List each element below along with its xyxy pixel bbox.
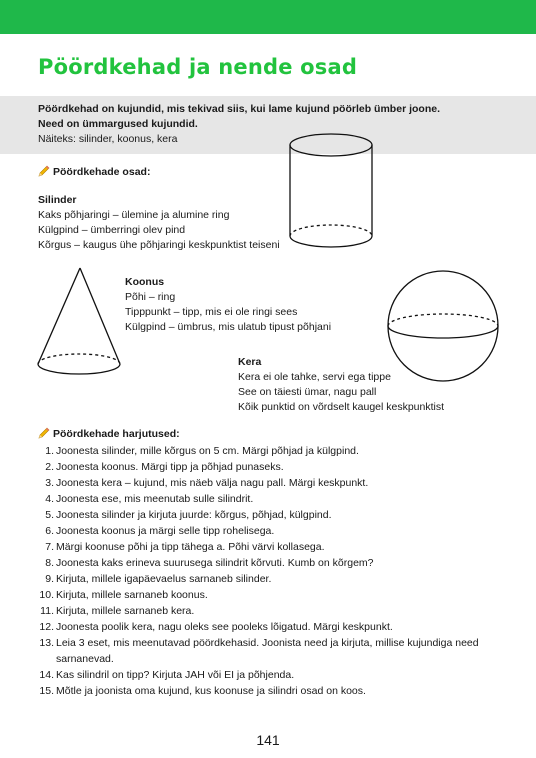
intro-box	[0, 96, 536, 154]
exercise-number: 7.	[45, 541, 54, 553]
exercise-item	[38, 667, 488, 683]
exercise-text: Märgi koonuse põhi ja tipp tähega a. Põhi värvi kollasega.	[56, 541, 325, 553]
exercise-list	[38, 443, 488, 699]
intro-line-3: Näiteks: silinder, koonus, kera	[38, 133, 178, 145]
exercise-item	[38, 459, 488, 475]
exercise-item	[38, 443, 488, 459]
pencil-icon	[38, 165, 50, 177]
sphere-drawing	[387, 270, 501, 384]
intro-line-1: Pöördkehad on kujundid, mis tekivad siis, kui lame kujund pöörleb ümber joone.	[38, 103, 440, 115]
exercise-number: 1.	[45, 445, 54, 457]
exercise-text: Leia 3 eset, mis meenutavad pöördkehasid. Joonista need ja kirjuta, millise kujundiga need sarnanevad.	[56, 637, 479, 665]
page-number: 141	[256, 732, 280, 748]
exercise-number: 5.	[45, 509, 54, 521]
exercise-text: Kirjuta, millele sarnaneb koonus.	[56, 589, 208, 601]
exercise-text: Joonesta kera – kujund, mis näeb välja nagu pall. Märgi keskpunkt.	[56, 477, 369, 489]
cylinder-line-3: Kõrgus – kaugus ühe põhjaringi keskpunktist teiseni	[38, 239, 280, 251]
exercise-item	[38, 619, 488, 635]
exercise-number: 11.	[40, 605, 54, 617]
exercise-number: 10.	[39, 589, 54, 601]
exercises-heading	[38, 426, 180, 442]
top-bar	[0, 0, 536, 34]
parts-heading-text: Pöördkehade osad:	[53, 166, 151, 178]
sphere-line-3: Kõik punktid on võrdselt kaugel keskpunktist	[238, 401, 445, 413]
exercise-item	[38, 491, 488, 507]
cone-line-2: Tipppunkt – tipp, mis ei ole ringi sees	[125, 306, 298, 318]
pencil-icon	[38, 427, 50, 439]
exercise-text: Joonesta koonus ja märgi selle tipp rohelisega.	[56, 525, 275, 537]
sphere-heading: Kera	[238, 356, 262, 368]
exercise-number: 6.	[45, 525, 54, 537]
exercise-number: 14.	[39, 669, 54, 681]
exercise-number: 12.	[39, 621, 54, 633]
cone-drawing	[36, 266, 122, 384]
exercise-text: Joonesta silinder, mille kõrgus on 5 cm. Märgi põhjad ja külgpind.	[56, 445, 359, 457]
exercise-text: Mõtle ja joonista oma kujund, kus koonuse ja silindri osad on koos.	[56, 685, 366, 697]
exercise-text: Joonesta poolik kera, nagu oleks see pooleks lõigatud. Märgi keskpunkt.	[56, 621, 393, 633]
cylinder-line-1: Kaks põhjaringi – ülemine ja alumine ring	[38, 209, 230, 221]
cylinder-drawing	[288, 132, 374, 252]
cone-line-3: Külgpind – ümbrus, mis ulatub tipust põhjani	[125, 321, 332, 333]
exercise-item	[38, 587, 488, 603]
cylinder-line-2: Külgpind – ümberringi olev pind	[38, 224, 186, 236]
exercises-heading-text: Pöördkehade harjutused:	[53, 428, 180, 440]
cone-heading: Koonus	[125, 276, 165, 288]
exercise-number: 4.	[45, 493, 54, 505]
exercise-item	[38, 683, 488, 699]
exercise-text: Joonesta silinder ja kirjuta juurde: kõrgus, põhjad, külgpind.	[56, 509, 332, 521]
parts-heading	[38, 164, 150, 180]
exercise-item	[38, 523, 488, 539]
exercise-number: 15.	[39, 685, 54, 697]
page-title: Pöördkehad ja nende osad	[38, 55, 358, 79]
exercise-number: 9.	[45, 573, 54, 585]
intro-line-2: Need on ümmargused kujundid.	[38, 118, 198, 130]
exercise-number: 13.	[39, 637, 54, 649]
exercise-text: Joonesta ese, mis meenutab sulle silindrit.	[56, 493, 254, 505]
exercise-number: 2.	[45, 461, 54, 473]
exercise-item	[38, 635, 488, 667]
exercise-item	[38, 555, 488, 571]
exercise-item	[38, 475, 488, 491]
exercise-item	[38, 603, 488, 619]
exercise-text: Kirjuta, millele igapäevaelus sarnaneb silinder.	[56, 573, 272, 585]
exercise-text: Kirjuta, millele sarnaneb kera.	[56, 605, 195, 617]
exercise-number: 3.	[45, 477, 54, 489]
exercise-number: 8.	[45, 557, 54, 569]
cone-line-1: Põhi – ring	[125, 291, 176, 303]
sphere-line-1: Kera ei ole tahke, servi ega tippe	[238, 371, 391, 383]
exercise-item	[38, 571, 488, 587]
exercise-text: Kas silindril on tipp? Kirjuta JAH või EI ja põhjenda.	[56, 669, 295, 681]
cylinder-heading: Silinder	[38, 194, 77, 206]
exercise-text: Joonesta koonus. Märgi tipp ja põhjad punaseks.	[56, 461, 284, 473]
exercise-item	[38, 507, 488, 523]
exercise-item	[38, 539, 488, 555]
sphere-line-2: See on täiesti ümar, nagu pall	[238, 386, 377, 398]
exercise-text: Joonesta kaks erineva suurusega silindrit kõrvuti. Kumb on kõrgem?	[56, 557, 374, 569]
